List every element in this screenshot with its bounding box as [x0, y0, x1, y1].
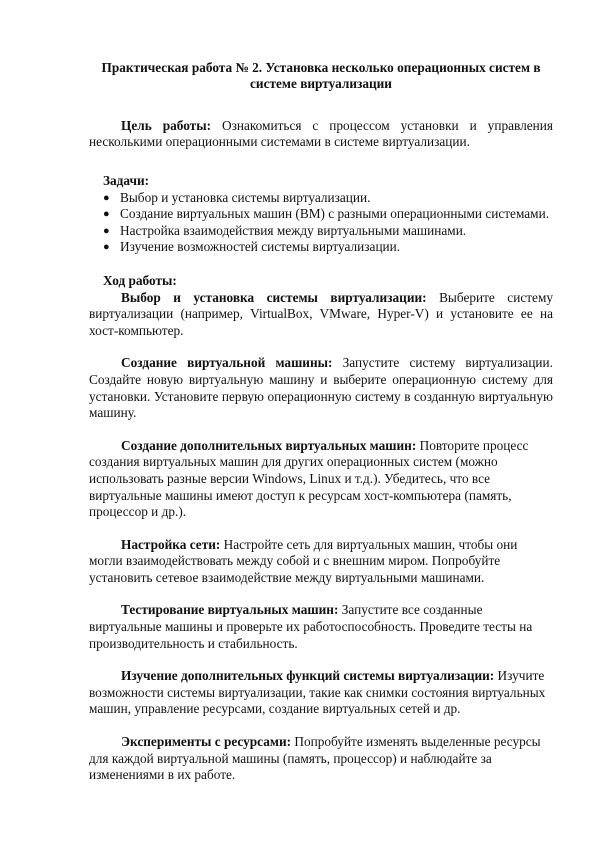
task-item — [89, 206, 553, 223]
step-text: Повторите процесс создания виртуальных машин для других операционных систем (можно использовать разные версии Windows, Linux и т.д.). Убедитесь, что все виртуальные машины имеют доступ к ресурсам хост-компьютера (память, процессор и др.). — [89, 437, 529, 520]
workflow-step — [89, 355, 553, 421]
document-title: Практическая работа № 2. Установка несколько операционных систем в системе виртуализации — [101, 60, 541, 92]
bullet-icon: ● — [103, 191, 110, 204]
document-page — [89, 60, 553, 784]
workflow-step — [89, 602, 553, 652]
step-text: Запустите систему виртуализации. Создайте новую виртуальную машину и выберите операционную систему для установки. Установите первую операционную систему в созданную виртуальную машину. — [89, 355, 553, 421]
step-label: Тестирование виртуальных машин: — [121, 602, 339, 618]
tasks-heading: Задачи: — [103, 173, 150, 188]
step-text: Изучите возможности системы виртуализации, такие как снимки состояния виртуальных машин, управление ресурсами, создание виртуальных сетей и др. — [89, 668, 546, 717]
workflow-step — [89, 734, 553, 784]
task-item — [89, 223, 553, 240]
task-item — [89, 190, 553, 207]
task-item — [89, 239, 553, 256]
bullet-icon: ● — [103, 208, 110, 221]
step-label: Настройка сети: — [121, 536, 221, 552]
step-text: Настройте сеть для виртуальных машин, чтобы они могли взаимодействовать между собой и с внешним миром. Попробуйте установить сетевое взаимодействие между виртуальными машинами. — [89, 536, 518, 585]
step-text: Выберите систему виртуализации (например, VirtualBox, VMware, Hyper-V) и установите ее на хост-компьютер. — [89, 289, 554, 338]
step-text: Запустите все созданные виртуальные машины и проверьте их работоспособность. Проведите тесты на производительность и стабильность. — [89, 602, 533, 651]
goal-label: Цель работы: — [121, 117, 212, 133]
workflow-step — [89, 668, 553, 718]
bullet-icon: ● — [103, 241, 110, 254]
step-label: Создание дополнительных виртуальных машин: — [121, 437, 417, 453]
goal-paragraph — [89, 118, 553, 151]
task-text: Выбор и установка системы виртуализации. — [120, 189, 371, 205]
tasks-list — [89, 190, 553, 256]
step-label: Изучение дополнительных функций системы виртуализации: — [121, 668, 495, 684]
task-text: Создание виртуальных машин (ВМ) с разными операционными системами. — [120, 206, 550, 222]
step-text: Попробуйте изменять выделенные ресурсы для каждой виртуальной машины (память, процессор) и наблюдайте за изменениями в их работе. — [89, 734, 541, 783]
workflow-step — [89, 438, 553, 521]
bullet-icon: ● — [103, 224, 110, 237]
step-label: Эксперименты с ресурсами: — [121, 734, 292, 750]
goal-text: Ознакомиться с процессом установки и управления несколькими операционными системами в системе виртуализации. — [89, 117, 553, 150]
task-text: Изучение возможностей системы виртуализации. — [120, 239, 401, 255]
task-text: Настройка взаимодействия между виртуальными машинами. — [120, 222, 467, 238]
workflow-step — [89, 290, 553, 340]
step-label: Создание виртуальной машины: — [121, 355, 333, 371]
workflow-heading: Ход работы: — [103, 272, 177, 288]
step-label: Выбор и установка системы виртуализации: — [121, 289, 427, 305]
workflow-step — [89, 537, 553, 587]
